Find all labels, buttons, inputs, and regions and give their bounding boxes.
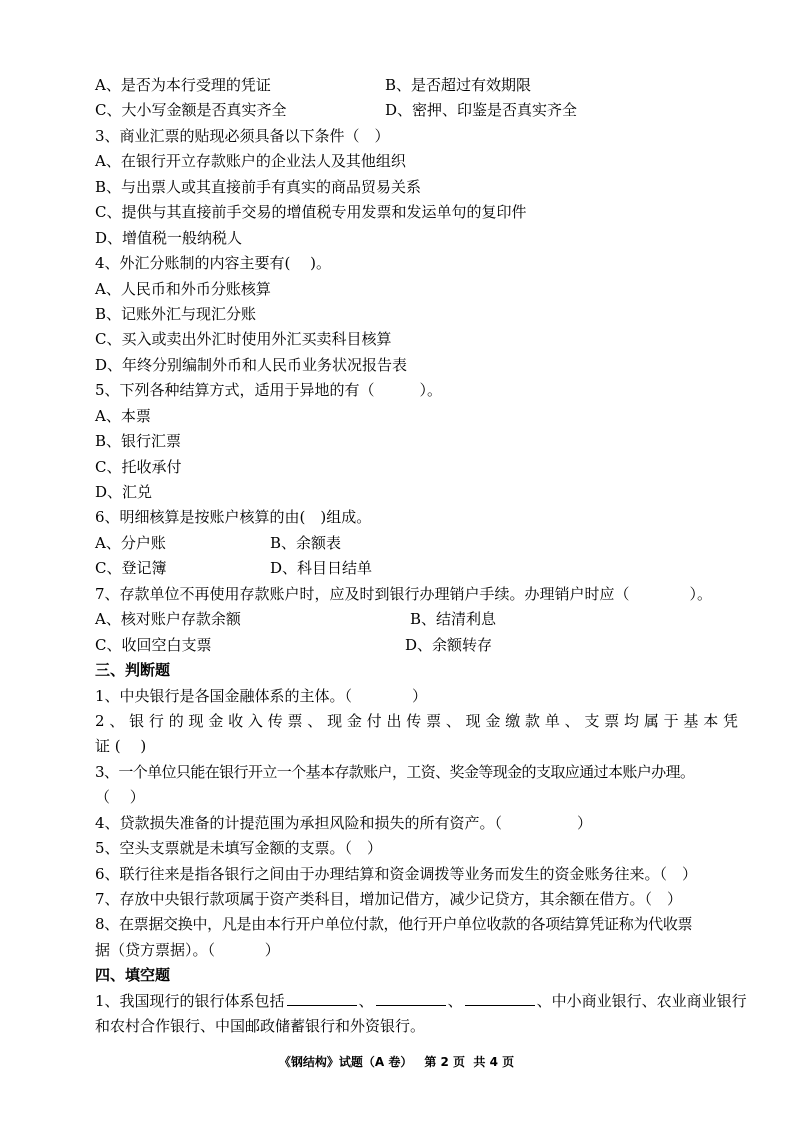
section-heading: 三、判断题 — [95, 661, 171, 680]
fill-question — [95, 989, 747, 1014]
question: 1、中央银行是各国金融体系的主体。（ ） — [95, 686, 428, 705]
option: B、银行汇票 — [95, 432, 182, 451]
question-continued: 据（贷方票据）。（ ） — [95, 940, 280, 959]
option: D、年终分别编制外币和人民币业务状况报告表 — [95, 355, 408, 374]
separator: 、 — [358, 991, 374, 1010]
question: 5、下列各种结算方式，适用于异地的有（ ）。 — [95, 381, 443, 400]
separator: 、 — [447, 991, 463, 1010]
option: A、人民币和外币分账核算 — [95, 279, 271, 298]
page-footer — [0, 1053, 793, 1070]
question: 8、在票据交换中，凡是由本行开户单位付款，他行开户单位收款的各项结算凭证称为代收票 — [95, 915, 693, 934]
question-text: 1、我国现行的银行体系包括 — [95, 991, 285, 1010]
option: C、提供与其直接前手交易的增值税专用发票和发运单句的复印件 — [95, 203, 527, 222]
option-row — [95, 607, 738, 632]
option-row — [95, 531, 738, 556]
option: C、大小写金额是否真实齐全 — [95, 101, 287, 120]
question: 2、银行的现金收入传票、现金付出传票、现金缴款单、支票均属于基本凭 — [95, 711, 738, 730]
question-continued: 证 ( ) — [95, 737, 147, 756]
question: 3、商业汇票的贴现必须具备以下条件（ ） — [95, 126, 390, 145]
option: D、科目日结单 — [270, 559, 373, 578]
option: A、分户账 — [95, 533, 166, 552]
option: A、在银行开立存款账户的企业法人及其他组织 — [95, 152, 406, 171]
question-continued: 和农村合作银行、中国邮政储蓄银行和外资银行。 — [95, 1017, 426, 1036]
question-continued: （ ） — [95, 788, 145, 807]
option: D、余额转存 — [405, 635, 493, 654]
option: B、是否超过有效期限 — [385, 76, 532, 94]
question: 4、贷款损失准备的计提范围为承担风险和损失的所有资产。（ ） — [95, 813, 593, 832]
question: 5、空头支票就是未填写金额的支票。（ ） — [95, 839, 383, 858]
question: 4、外汇分账制的内容主要有( )。 — [95, 254, 332, 273]
option: B、与出票人或其直接前手有真实的商品贸易关系 — [95, 177, 422, 196]
question-text: 、中小商业银行、农业商业银行 — [536, 991, 747, 1010]
question: 7、存放中央银行款项属于资产类科目，增加记借方，减少记贷方，其余额在借方。（ ） — [95, 890, 683, 908]
option: A、是否为本行受理的凭证 — [95, 76, 271, 94]
option: C、登记簿 — [95, 559, 167, 578]
option-row — [95, 633, 738, 658]
exam-content — [95, 73, 747, 1040]
option: D、密押、印鉴是否真实齐全 — [385, 101, 578, 120]
question: 7、存款单位不再使用存款账户时，应及时到银行办理销户手续。办理销户时应（ ）。 — [95, 584, 713, 603]
option-row — [95, 73, 738, 98]
option: C、托收承付 — [95, 457, 182, 476]
option: B、记账外汇与现汇分账 — [95, 304, 257, 323]
option: B、结清利息 — [410, 610, 497, 629]
option: B、余额表 — [270, 533, 342, 552]
question: 3、一个单位只能在银行开立一个基本存款账户，工资、奖金等现金的支取应通过本账户办理。 — [95, 762, 695, 781]
option: D、汇兑 — [95, 483, 153, 501]
footer-title: 《钢结构》试题（A 卷） — [278, 1055, 413, 1069]
option: A、核对账户存款余额 — [95, 610, 241, 629]
answer-blank[interactable] — [376, 991, 446, 1006]
answer-blank[interactable] — [287, 991, 357, 1006]
option: D、增值税一般纳税人 — [95, 228, 243, 247]
page-number: 第 2 页 共 4 页 — [424, 1055, 515, 1069]
option: C、买入或卖出外汇时使用外汇买卖科目核算 — [95, 330, 392, 349]
option: A、本票 — [95, 406, 151, 425]
option-row — [95, 556, 738, 581]
option: C、收回空白支票 — [95, 635, 212, 654]
answer-blank[interactable] — [465, 991, 535, 1006]
question: 6、联行往来是指各银行之间由于办理结算和资金调拨等业务而发生的资金账务往来。（ ） — [95, 864, 698, 883]
option-row — [95, 98, 738, 123]
question: 6、明细核算是按账户核算的由( )组成。 — [95, 508, 372, 527]
section-heading: 四、填空题 — [95, 966, 171, 985]
